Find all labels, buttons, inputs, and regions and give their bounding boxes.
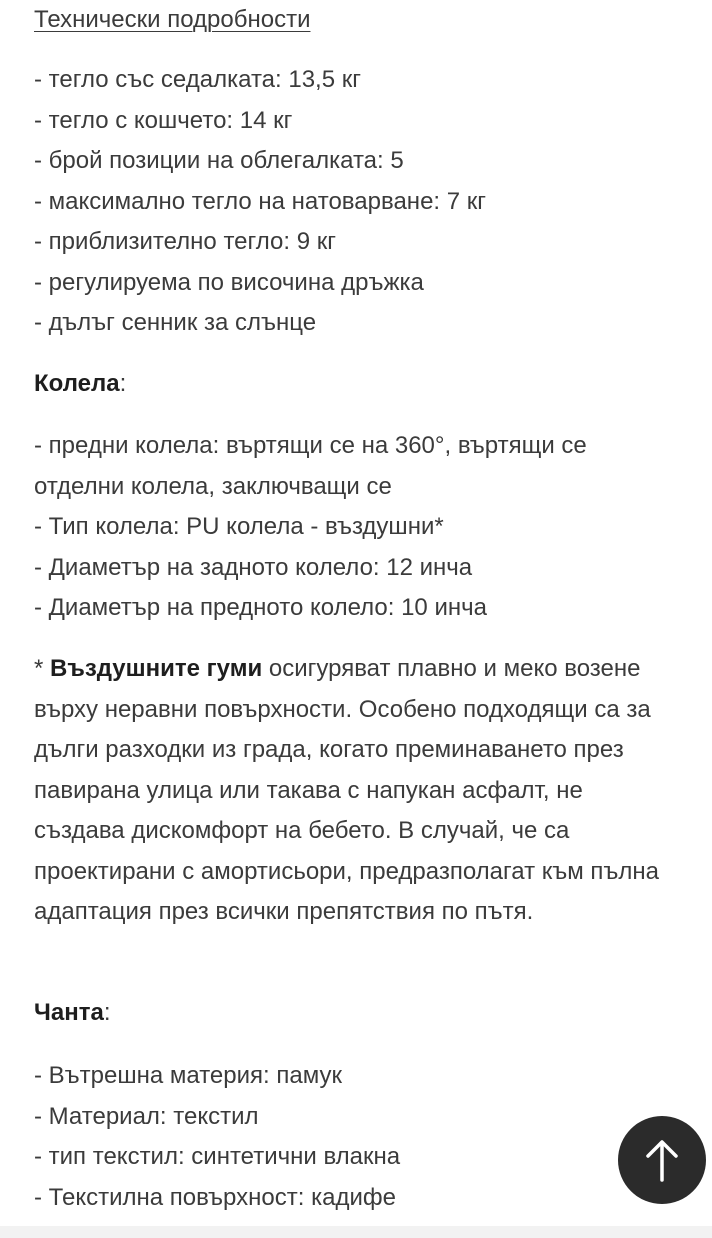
note-asterisk: * [34, 655, 51, 682]
list-item: - предни колела: въртящи се на 360°, въртящи се [34, 432, 587, 459]
list-item: - тегло с кошчето: 14 кг [34, 106, 293, 134]
air-tires-note [34, 649, 674, 933]
list-item: - Материал: текстил [34, 1102, 259, 1130]
list-item: - Вътрешна материя: памук [34, 1062, 342, 1089]
list-item: - максимално тегло на натоварване: 7 кг [34, 187, 487, 215]
bag-title-colon: : [103, 999, 111, 1026]
list-item: - брой позиции на облегалката: 5 [34, 147, 404, 174]
list-item: - регулируема по височина дръжка [34, 268, 424, 296]
note-text: осигуряват плавно и меко возене върху неравни повърхности. Особено подходящи са за дълги разходки из града, когато преминаването през павирана улица или такава с напукан асфалт, не създава дискомфорт на бебето. В случай, че са проектирани с амортисьори, предразполагат към пълна адаптация през всички препятствия по пътя. [34, 655, 659, 925]
list-item: - Текстилна повърхност: кадифе [34, 1183, 396, 1211]
scroll-to-top-button[interactable] [618, 1116, 706, 1204]
list-item: - Тип колела: PU колела - въздушни* [34, 513, 444, 540]
list-item: - Диаметър на задното колело: 12 инча [34, 553, 473, 581]
bottom-bar [0, 1226, 712, 1238]
list-item: - тегло със седалката: 13,5 кг [34, 66, 361, 93]
tech-specs-list [34, 60, 486, 344]
wheels-list [34, 426, 587, 629]
list-item: - Диаметър на предното колело: 10 инча [34, 594, 487, 621]
bag-section-title [34, 997, 110, 1029]
wheels-title-colon: : [119, 370, 127, 397]
wheels-title-text: Колела [34, 370, 120, 397]
list-item: - приблизително тегло: 9 кг [34, 228, 336, 255]
list-item: - дълъг сенник за слънце [34, 309, 317, 336]
bag-title-text: Чанта [34, 999, 104, 1026]
bag-list [34, 1056, 400, 1218]
list-item: - тип текстил: синтетични влакна [34, 1143, 401, 1170]
tech-details-heading: Технически подробности [34, 6, 311, 33]
arrow-up-icon [642, 1138, 682, 1182]
wheels-section-title [34, 368, 126, 400]
note-bold-term: Въздушните гуми [50, 655, 263, 682]
list-item: отделни колела, заключващи се [34, 472, 392, 500]
